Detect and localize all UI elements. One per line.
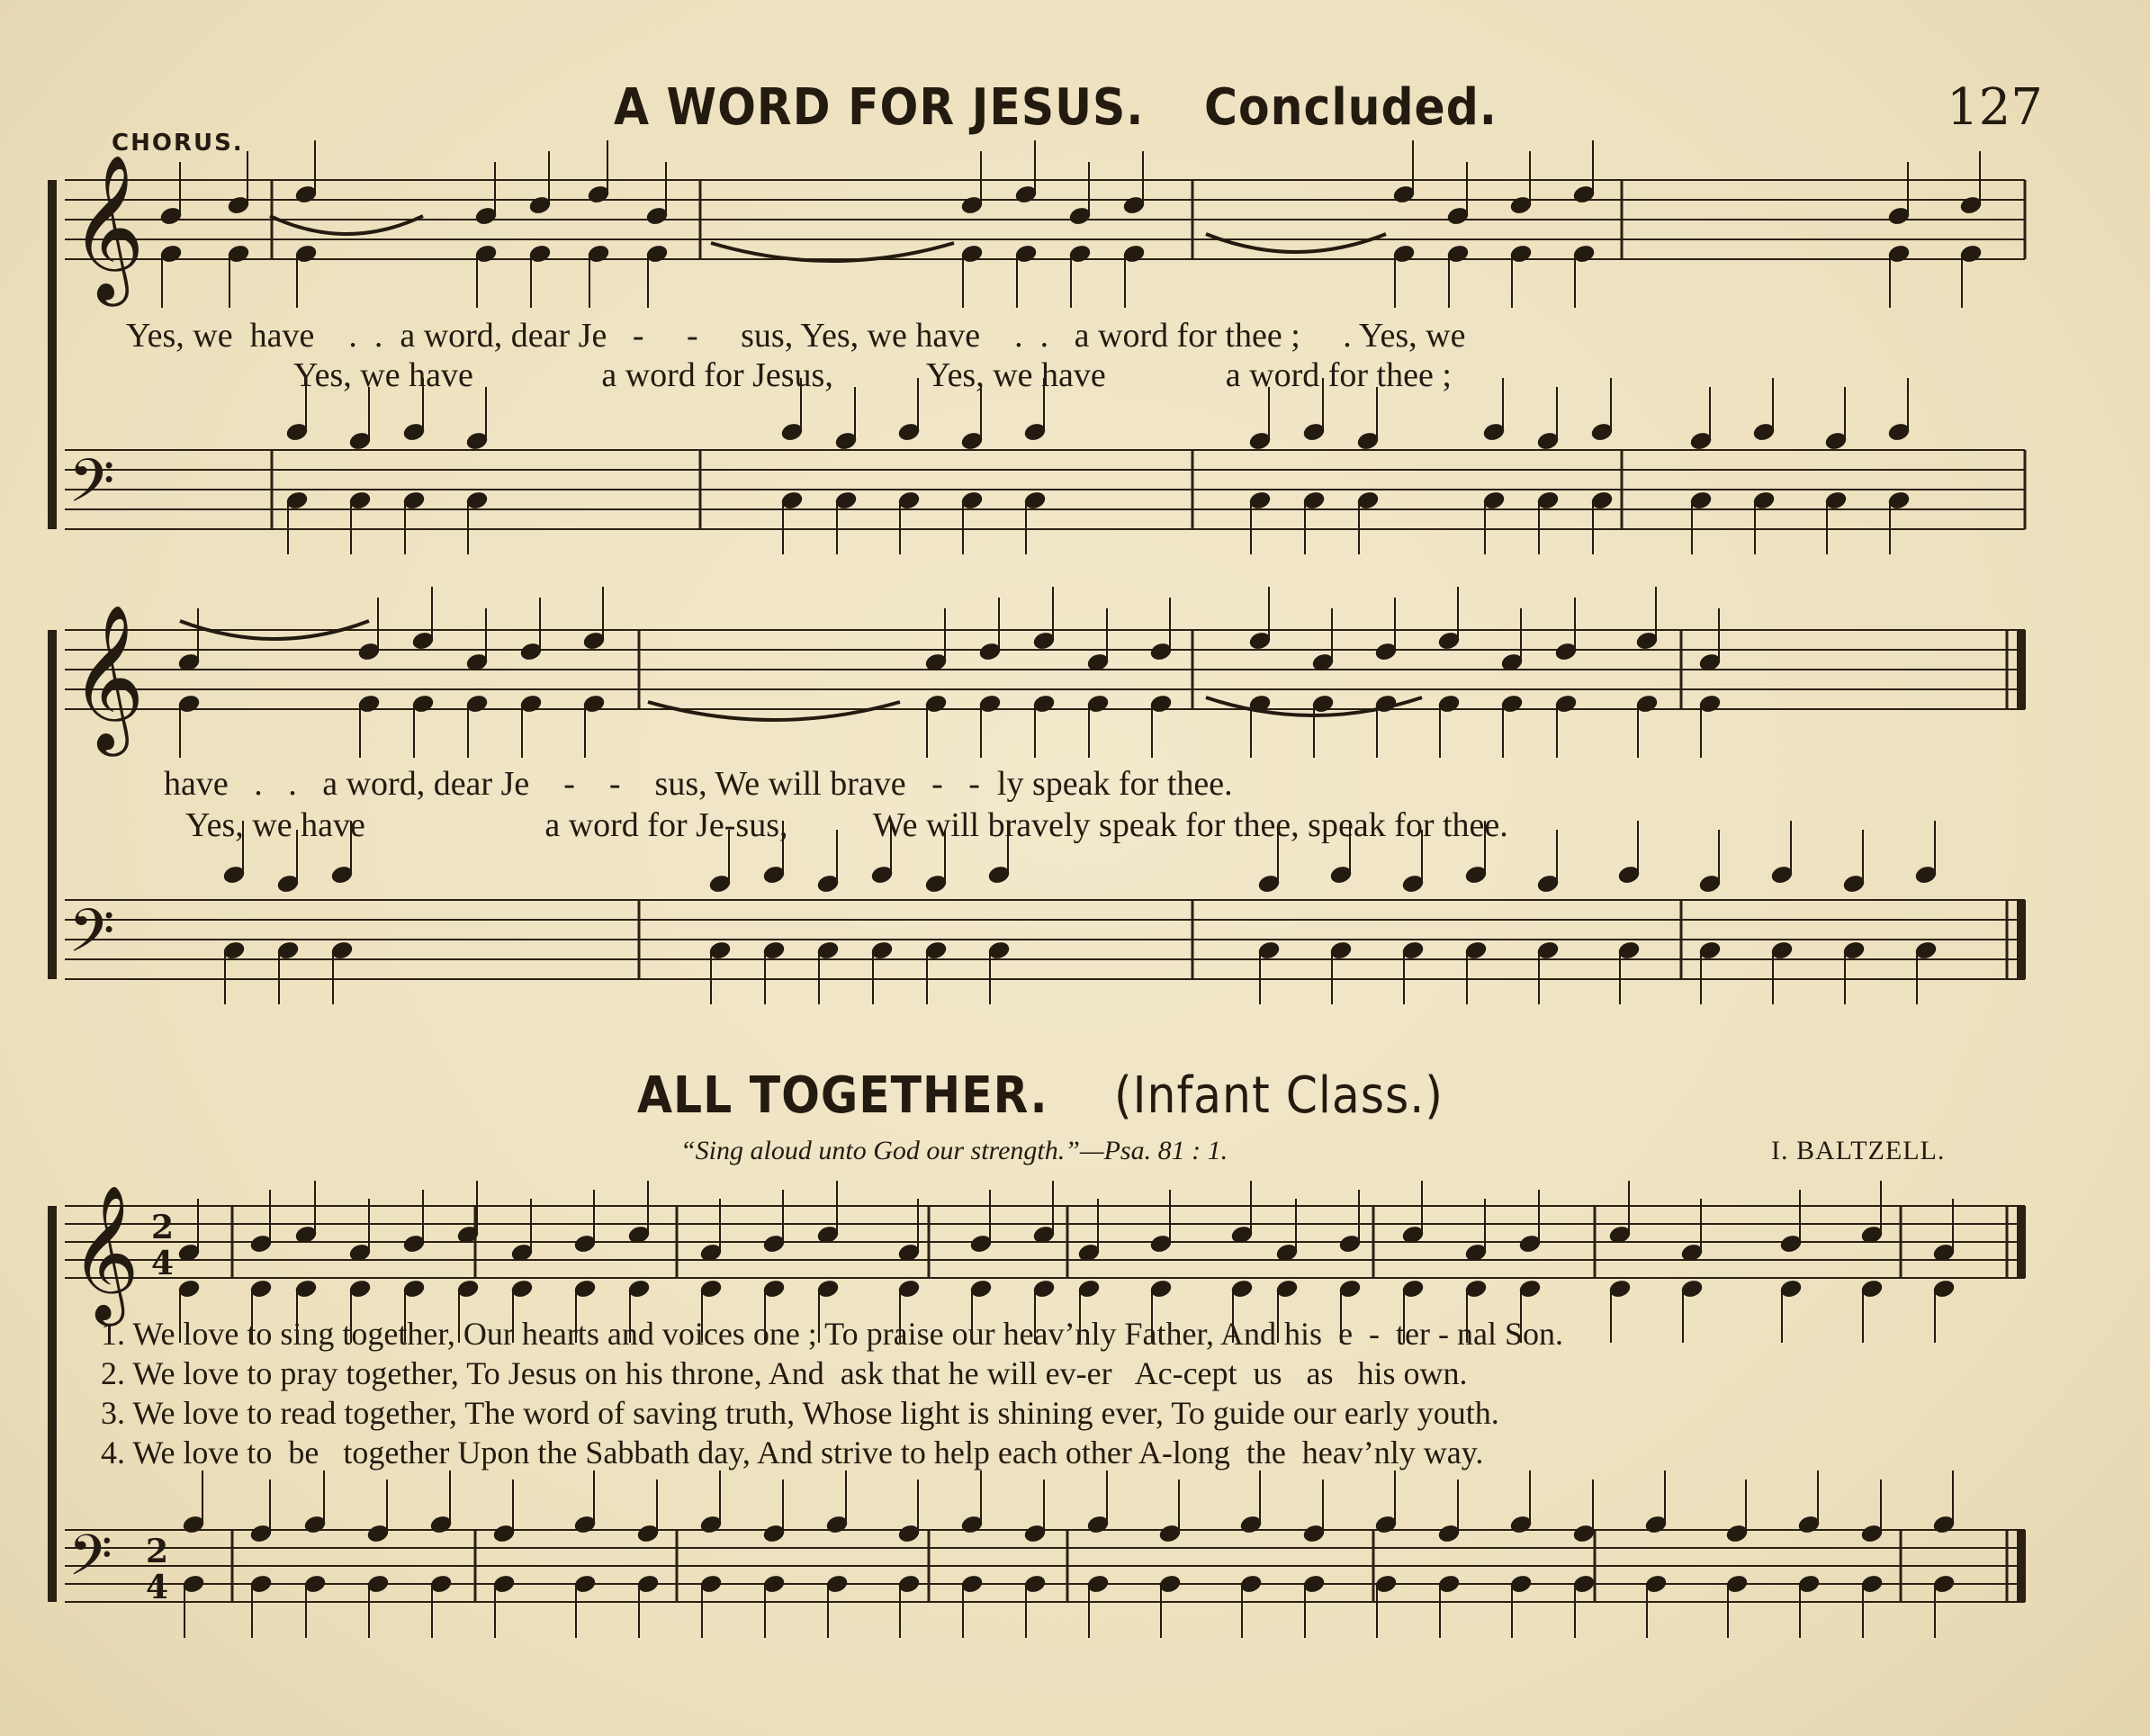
- verse-4: 4. We love to be together Upon the Sabbath day, And strive to help each other A-long the heav’nly way.: [101, 1435, 1484, 1471]
- slur: [648, 702, 900, 720]
- hymn-title: A WORD FOR JESUS.: [614, 78, 1145, 137]
- svg-text:𝄞: 𝄞: [70, 1183, 139, 1320]
- svg-text:2: 2: [146, 1533, 169, 1570]
- slur: [1206, 234, 1386, 252]
- hymn-title-suffix: Concluded.: [1204, 78, 1498, 137]
- verse-2: 2. We love to pray together, To Jesus on his throne, And ask that he will ev-er Ac-cept us as his own.: [101, 1355, 1468, 1391]
- system1-bass-staff: [65, 450, 2025, 529]
- system1-treble-staff: [65, 180, 2025, 259]
- chorus-label: CHORUS.: [112, 130, 244, 157]
- verse-1: 1. We love to sing together, Our hearts and voices one ; To praise our heav’nly Father, And his e - ter - nal Son.: [101, 1316, 1563, 1352]
- svg-text:𝄢: 𝄢: [68, 896, 115, 980]
- hymn2-subtitle: (Infant Class.): [1114, 1066, 1444, 1125]
- svg-text:4: 4: [151, 1245, 175, 1282]
- verse-3: 3. We love to read together, The word of saving truth, Whose light is shining ever, To guide our early youth.: [101, 1395, 1499, 1431]
- composer: I. BALTZELL.: [1771, 1136, 1946, 1165]
- svg-text:2: 2: [151, 1209, 175, 1246]
- bass-clef-icon: 𝄢: [68, 446, 115, 530]
- scripture-epigraph: “Sing aloud unto God our strength.”—Psa. 81 : 1.: [680, 1136, 1228, 1165]
- svg-text:𝄞: 𝄞: [70, 604, 145, 751]
- chorus-lyric-line-1: Yes, we have . . a word, dear Je - - sus, Yes, we have . . a word for thee ; . Yes, we: [126, 317, 1466, 355]
- system2-bass-staff: [65, 900, 2025, 979]
- treble-clef-icon: 𝄞: [70, 154, 145, 301]
- chorus-lyric-line-4: Yes, we have a word for Je-sus, We will bravely speak for thee, speak for thee.: [185, 806, 1508, 844]
- svg-text:4: 4: [146, 1569, 169, 1606]
- svg-text:𝄢: 𝄢: [68, 1522, 112, 1602]
- chorus-lyric-line-2: Yes, we have a word for Jesus, Yes, we have a word for thee ;: [293, 356, 1452, 394]
- hymn2-title: ALL TOGETHER.: [637, 1066, 1048, 1125]
- page-number: 127: [1947, 78, 2043, 137]
- chorus-lyric-line-3: have . . a word, dear Je - - sus, We will brave - - ly speak for thee.: [164, 765, 1233, 803]
